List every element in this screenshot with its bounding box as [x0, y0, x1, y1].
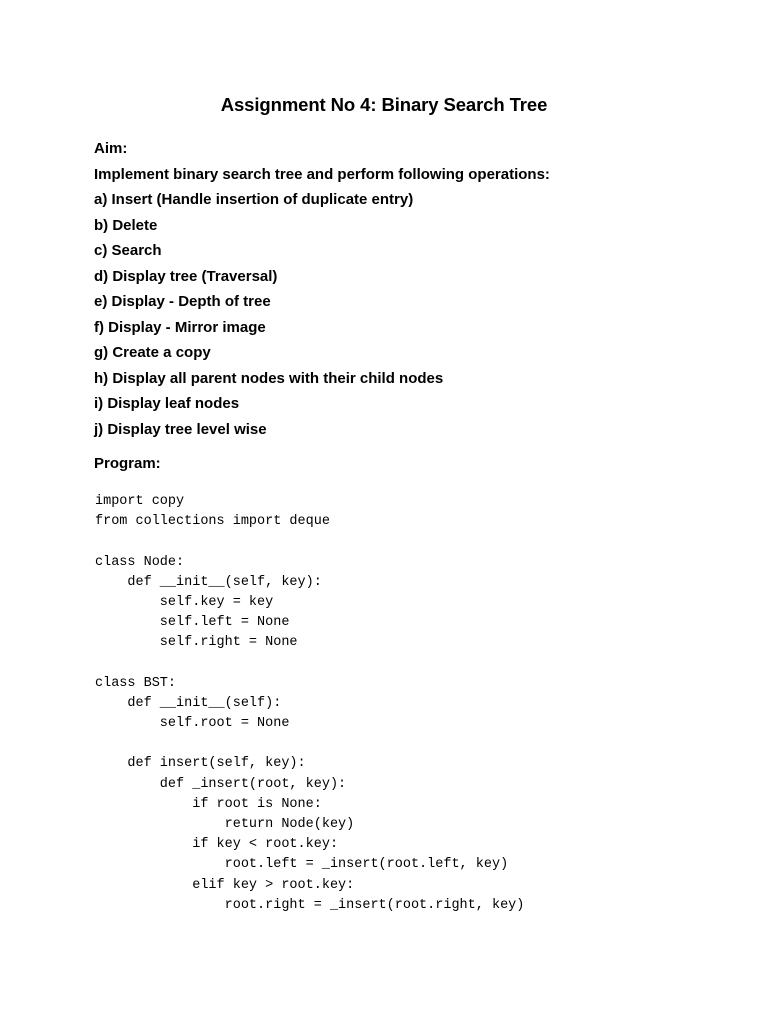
code-line: class Node:	[95, 554, 185, 570]
code-line: elif key > root.key:	[95, 877, 355, 893]
operation-item: c) Search	[94, 242, 162, 259]
code-line: def __init__(self):	[95, 695, 282, 711]
code-line: def insert(self, key):	[95, 756, 306, 772]
code-line	[95, 734, 735, 754]
code-line: if root is None:	[95, 796, 322, 812]
code-line: return Node(key)	[95, 817, 355, 832]
code-line	[95, 654, 735, 674]
operation-item: a) Insert (Handle insertion of duplicate entry)	[94, 191, 414, 208]
operation-item: b) Delete	[94, 216, 158, 234]
code-line: self.root = None	[95, 716, 290, 732]
code-block	[95, 492, 735, 916]
code-line: self.key = key	[95, 594, 274, 610]
code-line: def _insert(root, key):	[95, 776, 347, 792]
code-line: root.left = _insert(root.left, key)	[95, 857, 509, 873]
operation-item: j) Display tree level wise	[94, 420, 267, 438]
operations-list	[94, 187, 714, 442]
program-label: Program:	[94, 455, 161, 472]
aim-section	[94, 136, 714, 442]
code-line: if key < root.key:	[95, 837, 339, 853]
operation-item: g) Create a copy	[94, 344, 211, 361]
operation-item: d) Display tree (Traversal)	[94, 267, 278, 285]
operation-item: i) Display leaf nodes	[94, 395, 240, 412]
code-line: from collections import deque	[95, 514, 330, 530]
code-line: class BST:	[95, 675, 177, 691]
code-line: self.right = None	[95, 635, 298, 651]
aim-text: Implement binary search tree and perform following operations:	[94, 165, 550, 183]
code-line: root.right = _insert(root.right, key)	[95, 897, 525, 913]
aim-label: Aim:	[94, 140, 128, 157]
code-line: self.left = None	[95, 615, 290, 631]
operation-item: h) Display all parent nodes with their child nodes	[94, 369, 444, 387]
code-line: def __init__(self, key):	[95, 574, 322, 590]
document-title: Assignment No 4: Binary Search Tree	[220, 94, 548, 115]
code-line: import copy	[95, 494, 185, 509]
operation-item: e) Display - Depth of tree	[94, 293, 271, 310]
code-line	[95, 532, 735, 552]
operation-item: f) Display - Mirror image	[94, 318, 266, 336]
